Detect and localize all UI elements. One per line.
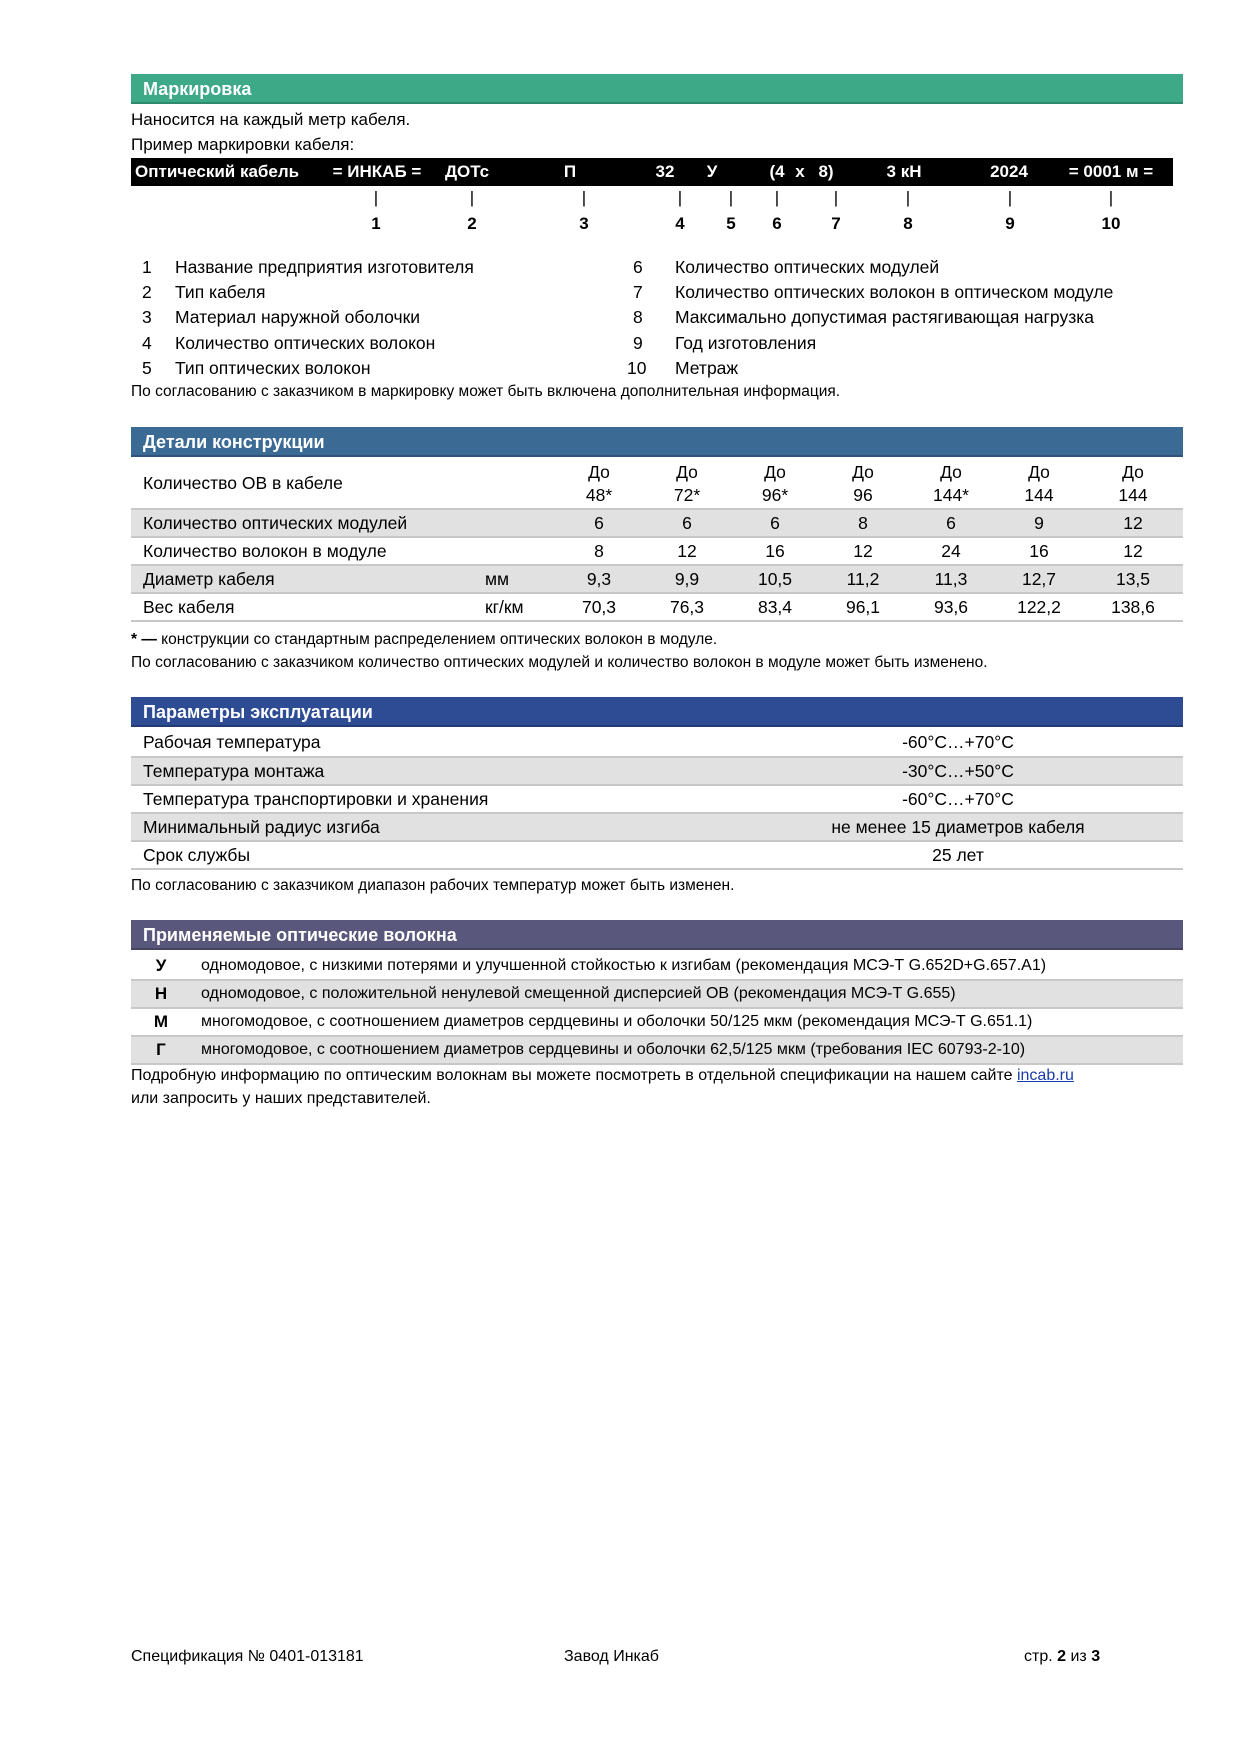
cell: 8 xyxy=(819,509,907,537)
construction-table xyxy=(131,459,1183,622)
ov-value: 144 xyxy=(1118,484,1148,505)
fiber-text: одномодовое, с низкими потерями и улучшенной стойкостью к изгибам (рекомендация МСЭ-Т G.652D+G.657.A1) xyxy=(191,952,1183,980)
marking-note: По согласованию с заказчиком в маркировку может быть включена дополнительная информация. xyxy=(131,383,841,400)
row-label: Диаметр кабеля xyxy=(131,565,477,593)
fiber-text: одномодовое, с положительной ненулевой смещенной дисперсией ОВ (рекомендация МСЭ-Т G.655) xyxy=(191,980,1183,1008)
cell: 8 xyxy=(555,537,643,565)
cell: 6 xyxy=(555,509,643,537)
tick-2: | xyxy=(469,188,475,207)
legend-num: 8 xyxy=(633,307,643,327)
cell: 12 xyxy=(643,537,731,565)
strip-0: Оптический кабель xyxy=(135,162,300,181)
strip-9: 3 кН xyxy=(886,162,922,181)
footer-spec: Спецификация № 0401-013181 xyxy=(131,1648,364,1665)
ov-value: 96* xyxy=(761,484,789,505)
fibers-title: Применяемые оптические волокна xyxy=(143,925,457,945)
row-label: Вес кабеля xyxy=(131,593,477,621)
row-label: Количество оптических модулей xyxy=(131,509,477,537)
num-8: 8 xyxy=(903,214,913,233)
cell: 12 xyxy=(1083,537,1183,565)
op-label: Рабочая температура xyxy=(131,729,733,757)
legend-num: 2 xyxy=(142,282,152,302)
legend-num: 10 xyxy=(627,358,647,378)
construction-header xyxy=(131,427,1183,457)
num-9: 9 xyxy=(1005,214,1015,233)
fiber-code: Г xyxy=(131,1036,191,1064)
footer-page xyxy=(1024,1648,1100,1666)
ov-cell xyxy=(731,459,819,509)
tick-8: | xyxy=(905,188,911,207)
ov-prefix: До xyxy=(676,461,698,482)
footer-plant: Завод Инкаб xyxy=(564,1648,659,1665)
construction-note2: По согласованию с заказчиком количество оптических модулей и количество волокон в модуле может быть изменено. xyxy=(131,654,988,671)
num-2: 2 xyxy=(467,214,477,233)
op-label: Срок службы xyxy=(131,841,733,869)
legend-text: Количество оптических волокон xyxy=(175,333,436,353)
table-row xyxy=(131,785,1183,813)
table-row xyxy=(131,952,1183,980)
cell: 83,4 xyxy=(731,593,819,621)
op-value: не менее 15 диаметров кабеля xyxy=(733,813,1183,841)
ov-value: 144 xyxy=(1024,484,1054,505)
cell: 122,2 xyxy=(995,593,1083,621)
marking-strip xyxy=(131,158,1173,186)
ov-prefix: До xyxy=(940,461,962,482)
legend-text: Тип оптических волокон xyxy=(175,358,371,378)
cell: 24 xyxy=(907,537,995,565)
table-row xyxy=(131,729,1183,757)
table-row xyxy=(131,841,1183,869)
fibers-table xyxy=(131,952,1183,1065)
ov-value: 144* xyxy=(932,484,969,505)
cell: 11,3 xyxy=(907,565,995,593)
num-3: 3 xyxy=(579,214,589,233)
cell: 9 xyxy=(995,509,1083,537)
legend-text: Материал наружной оболочки xyxy=(175,307,421,327)
legend-num: 3 xyxy=(142,307,152,327)
fibers-note2: или запросить у наших представителей. xyxy=(131,1090,431,1107)
page-current: 2 xyxy=(1057,1648,1067,1665)
ov-prefix: До xyxy=(852,461,874,482)
marking-title: Маркировка xyxy=(143,79,252,99)
ov-cell xyxy=(1083,459,1183,509)
ov-label: Количество ОВ в кабеле xyxy=(131,459,477,509)
cell: 96,1 xyxy=(819,593,907,621)
fiber-code: У xyxy=(131,952,191,980)
op-value: -30°С…+50°С xyxy=(733,757,1183,785)
op-label: Температура транспортировки и хранения xyxy=(131,785,733,813)
tick-4: | xyxy=(677,188,683,207)
op-label: Температура монтажа xyxy=(131,757,733,785)
fiber-code: М xyxy=(131,1008,191,1036)
ov-prefix: До xyxy=(1122,461,1144,482)
op-value: -60°С…+70°С xyxy=(733,729,1183,757)
table-row xyxy=(131,1008,1183,1036)
legend-text: Количество оптических волокон в оптическом модуле xyxy=(675,282,1114,302)
legend-num: 9 xyxy=(633,333,643,353)
operation-table xyxy=(131,729,1183,870)
table-row xyxy=(131,1036,1183,1064)
tick-7: | xyxy=(833,188,839,207)
construction-title: Детали конструкции xyxy=(143,432,325,452)
ov-value: 72* xyxy=(673,484,701,505)
strip-6: (4 xyxy=(769,162,785,181)
cell: 13,5 xyxy=(1083,565,1183,593)
operation-header xyxy=(131,697,1183,727)
strip-2: ДОТс xyxy=(444,162,490,181)
marking-line2: Пример маркировки кабеля: xyxy=(131,135,355,154)
ov-cell xyxy=(819,459,907,509)
tick-3: | xyxy=(581,188,587,207)
cell: 12,7 xyxy=(995,565,1083,593)
table-row xyxy=(131,459,1183,509)
ov-prefix: До xyxy=(764,461,786,482)
num-7: 7 xyxy=(831,214,841,233)
row-unit: кг/км xyxy=(477,593,555,621)
row-unit xyxy=(477,509,555,537)
strip-5: У xyxy=(706,162,718,181)
cell: 16 xyxy=(731,537,819,565)
legend-num: 1 xyxy=(142,257,152,277)
ov-prefix: До xyxy=(588,461,610,482)
ov-prefix: До xyxy=(1028,461,1050,482)
table-row xyxy=(131,537,1183,565)
strip-3: П xyxy=(563,162,577,181)
num-4: 4 xyxy=(675,214,685,233)
legend-text: Метраж xyxy=(675,358,739,378)
table-row xyxy=(131,565,1183,593)
legend-text: Название предприятия изготовителя xyxy=(175,257,474,277)
ov-cell xyxy=(995,459,1083,509)
legend-text: Количество оптических модулей xyxy=(675,257,940,277)
ov-value: 48* xyxy=(585,484,613,505)
note-star: * — xyxy=(131,631,157,648)
op-label: Минимальный радиус изгиба xyxy=(131,813,733,841)
legend-text: Год изготовления xyxy=(675,333,817,353)
cell: 10,5 xyxy=(731,565,819,593)
cell: 9,9 xyxy=(643,565,731,593)
marking-header xyxy=(131,74,1183,104)
construction-note1 xyxy=(131,631,717,649)
num-5: 5 xyxy=(726,214,736,233)
op-value: -60°С…+70°С xyxy=(733,785,1183,813)
legend-num: 6 xyxy=(633,257,643,277)
fibers-header xyxy=(131,920,1183,950)
strip-7: х xyxy=(795,162,805,181)
fibers-note xyxy=(131,1067,1191,1085)
strip-8: 8) xyxy=(818,162,834,181)
legend-text: Тип кабеля xyxy=(175,282,266,302)
table-row xyxy=(131,509,1183,537)
ov-value: 96 xyxy=(853,484,873,505)
cell: 93,6 xyxy=(907,593,995,621)
ov-cell xyxy=(555,459,643,509)
num-10: 10 xyxy=(1101,214,1121,233)
legend-num: 7 xyxy=(633,282,643,302)
cell: 12 xyxy=(819,537,907,565)
tick-6: | xyxy=(774,188,780,207)
cell: 6 xyxy=(731,509,819,537)
cell: 6 xyxy=(643,509,731,537)
note1-text: конструкции со стандартным распределением оптических волокон в модуле. xyxy=(156,631,718,648)
strip-10: 2024 xyxy=(990,162,1028,181)
tick-5: | xyxy=(728,188,734,207)
row-unit: мм xyxy=(477,565,555,593)
page-mid: из xyxy=(1066,1648,1092,1665)
cell: 70,3 xyxy=(555,593,643,621)
ov-cell xyxy=(907,459,995,509)
legend-num: 5 xyxy=(142,358,152,378)
legend-num: 4 xyxy=(142,333,152,353)
ov-cell xyxy=(643,459,731,509)
marking-line1: Наносится на каждый метр кабеля. xyxy=(131,110,411,129)
tick-9: | xyxy=(1007,188,1013,207)
cell: 9,3 xyxy=(555,565,643,593)
tick-10: | xyxy=(1108,188,1114,207)
cell: 12 xyxy=(1083,509,1183,537)
incab-link[interactable]: incab.ru xyxy=(1016,1067,1074,1084)
fiber-text: многомодовое, с соотношением диаметров сердцевины и оболочки 50/125 мкм (рекомендация МСЭ-Т G.651.1) xyxy=(191,1008,1183,1036)
cell: 76,3 xyxy=(643,593,731,621)
cell: 16 xyxy=(995,537,1083,565)
fibers-note-text: Подробную информацию по оптическим волокнам вы можете посмотреть в отдельной спецификации на нашем сайте xyxy=(131,1067,1017,1084)
fiber-text: многомодовое, с соотношением диаметров сердцевины и оболочки 62,5/125 мкм (требования IEC 60793-2-10) xyxy=(191,1036,1183,1064)
page-prefix: стр. xyxy=(1024,1648,1058,1665)
row-label: Количество волокон в модуле xyxy=(131,537,477,565)
operation-note: По согласованию с заказчиком диапазон рабочих температур может быть изменен. xyxy=(131,877,735,894)
operation-title: Параметры эксплуатации xyxy=(143,702,373,722)
strip-4: 32 xyxy=(655,162,675,181)
op-value: 25 лет xyxy=(733,841,1183,869)
cell: 6 xyxy=(907,509,995,537)
page-total: 3 xyxy=(1091,1648,1101,1665)
tick-1: | xyxy=(373,188,379,207)
fiber-code: Н xyxy=(131,980,191,1008)
cell: 138,6 xyxy=(1083,593,1183,621)
strip-1: = ИНКАБ = xyxy=(332,162,422,181)
strip-11: = 0001 м = xyxy=(1068,162,1154,181)
cell: 11,2 xyxy=(819,565,907,593)
legend-text: Максимально допустимая растягивающая нагрузка xyxy=(675,307,1095,327)
row-unit xyxy=(477,537,555,565)
num-1: 1 xyxy=(371,214,381,233)
table-row xyxy=(131,980,1183,1008)
num-6: 6 xyxy=(772,214,782,233)
table-row xyxy=(131,757,1183,785)
table-row xyxy=(131,593,1183,621)
table-row xyxy=(131,813,1183,841)
